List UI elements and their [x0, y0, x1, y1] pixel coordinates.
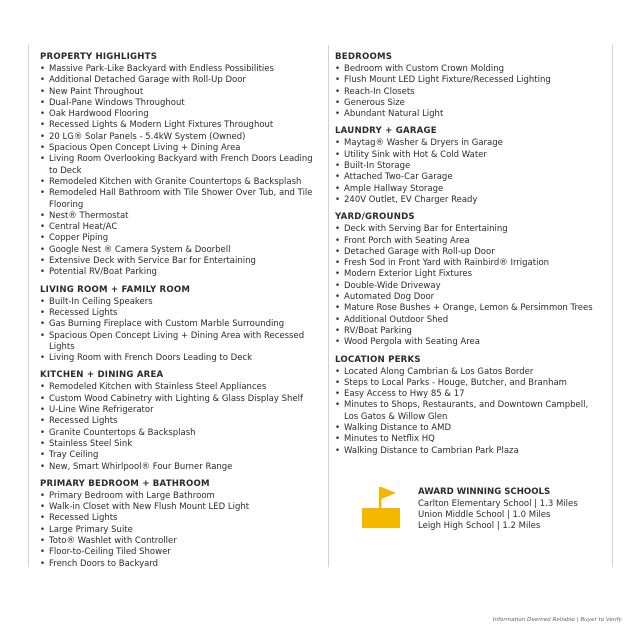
- section-title: PRIMARY BEDROOM + BATHROOM: [40, 478, 210, 489]
- disclaimer-note: Information Deemed Reliable | Buyer to Verify: [492, 617, 622, 623]
- list-item: • RV/Boat Parking: [335, 326, 605, 337]
- list-item: • Copper Piping: [40, 233, 322, 244]
- list-item: • Wood Pergola with Seating Area: [335, 337, 605, 348]
- feature-list: [335, 138, 605, 206]
- list-item: • Located Along Cambrian & Los Gatos Border: [335, 367, 605, 378]
- school-line: Carlton Elementary School | 1.3 Miles: [418, 499, 578, 509]
- list-item: • Nest® Thermostat: [40, 211, 322, 222]
- list-item: • Oak Hardwood Flooring: [40, 109, 322, 120]
- list-item: • Minutes to Netflix HQ: [335, 434, 605, 445]
- right-border-line: [612, 45, 613, 567]
- list-item: • Automated Dog Door: [335, 292, 605, 303]
- section-title: YARD/GROUNDS: [335, 212, 415, 223]
- section-title: PROPERTY HIGHLIGHTS: [40, 52, 158, 62]
- list-item: • 240V Outlet, EV Charger Ready: [335, 195, 605, 206]
- right-column: [335, 48, 605, 463]
- feature-list: [40, 64, 322, 279]
- list-item: • Modern Exterior Light Fixtures: [335, 269, 605, 280]
- list-item: • Utility Sink with Hot & Cold Water: [335, 150, 605, 161]
- section-title: LIVING ROOM + FAMILY ROOM: [40, 284, 191, 295]
- list-item: • Fresh Sod in Front Yard with Rainbird® Irrigation: [335, 258, 605, 269]
- list-item: • Bedroom with Custom Crown Molding: [335, 64, 605, 75]
- list-item: • Dual-Pane Windows Throughout: [40, 98, 322, 109]
- list-item: • Spacious Open Concept Living + Dining Area: [40, 143, 322, 154]
- feature-list: [40, 491, 322, 570]
- feature-list: [335, 64, 605, 120]
- list-item: • Attached Two-Car Garage: [335, 172, 605, 183]
- section: [40, 285, 322, 365]
- list-item: • Detached Garage with Roll-up Door: [335, 247, 605, 258]
- list-item: • Massive Park-Like Backyard with Endless Possibilities: [40, 64, 322, 75]
- list-item: • Google Nest ® Camera System & Doorbell: [40, 245, 322, 256]
- list-item: • Floor-to-Ceiling Tiled Shower: [40, 547, 322, 558]
- list-item: • Built-In Storage: [335, 161, 605, 172]
- left-column: [40, 48, 322, 576]
- list-item: • Walking Distance to Cambrian Park Plaza: [335, 446, 605, 457]
- list-item: • 20 LG® Solar Panels - 5.4kW System (Owned): [40, 132, 322, 143]
- list-item: • Toto® Washlet with Controller: [40, 536, 322, 547]
- list-item: • Granite Countertops & Backsplash: [40, 428, 322, 439]
- list-item: • Living Room with French Doors Leading to Deck: [40, 353, 322, 364]
- school-line: Leigh High School | 1.2 Miles: [418, 521, 541, 531]
- list-item: • Recessed Lights: [40, 416, 322, 427]
- list-item: • Mature Rose Bushes + Orange, Lemon & Persimmon Trees: [335, 303, 605, 314]
- section: [335, 212, 605, 348]
- list-item: • Deck with Serving Bar for Entertaining: [335, 224, 605, 235]
- list-item: • Abundant Natural Light: [335, 109, 605, 120]
- section-title: KITCHEN + DINING AREA: [40, 370, 164, 381]
- list-item: • Stainless Steel Sink: [40, 439, 322, 450]
- list-item: • Steps to Local Parks - Houge, Butcher, and Branham: [335, 378, 605, 389]
- section: [40, 479, 322, 570]
- section: [40, 52, 322, 279]
- list-item: • Front Porch with Seating Area: [335, 236, 605, 247]
- list-item: • Easy Access to Hwy 85 & 17: [335, 389, 605, 400]
- list-item: • Living Room Overlooking Backyard with French Doors Leading to Deck: [40, 154, 322, 177]
- list-item: • Walking Distance to AMD: [335, 423, 605, 434]
- list-item: • New Paint Throughout: [40, 87, 322, 98]
- list-item: • Maytag® Washer & Dryers in Garage: [335, 138, 605, 149]
- list-item: • Custom Wood Cabinetry with Lighting & Glass Display Shelf: [40, 394, 322, 405]
- list-item: • Additional Outdoor Shed: [335, 315, 605, 326]
- section-title: BEDROOMS: [335, 52, 393, 62]
- feature-list: [335, 224, 605, 348]
- flag-icon: [360, 484, 402, 528]
- list-item: • Spacious Open Concept Living + Dining Area with Recessed Lights: [40, 331, 322, 354]
- list-item: • Generous Size: [335, 98, 605, 109]
- feature-list: [335, 367, 605, 457]
- list-item: • Additional Detached Garage with Roll-Up Door: [40, 75, 322, 86]
- list-item: • Primary Bedroom with Large Bathroom: [40, 491, 322, 502]
- section: [40, 370, 322, 472]
- list-item: • Walk-in Closet with New Flush Mount LED Light: [40, 502, 322, 513]
- list-item: • Remodeled Kitchen with Stainless Steel Appliances: [40, 382, 322, 393]
- section: [335, 52, 605, 120]
- list-item: • Potential RV/Boat Parking: [40, 267, 322, 278]
- feature-list: [40, 382, 322, 472]
- list-item: • Gas Burning Fireplace with Custom Marble Surrounding: [40, 319, 322, 330]
- list-item: • Reach-In Closets: [335, 87, 605, 98]
- list-item: • Recessed Lights: [40, 308, 322, 319]
- award-winning-schools: [360, 484, 610, 544]
- list-item: • Flush Mount LED Light Fixture/Recessed Lighting: [335, 75, 605, 86]
- school-line: Union Middle School | 1.0 Miles: [418, 510, 551, 520]
- list-item: • Large Primary Suite: [40, 525, 322, 536]
- list-item: • Minutes to Shops, Restaurants, and Downtown Campbell, Los Gatos & Willow Glen: [335, 400, 605, 423]
- list-item: • U-Line Wine Refrigerator: [40, 405, 322, 416]
- list-item: • Central Heat/AC: [40, 222, 322, 233]
- list-item: • Ample Hallway Storage: [335, 184, 605, 195]
- list-item: • Recessed Lights & Modern Light Fixtures Throughout: [40, 120, 322, 131]
- section-title: LOCATION PERKS: [335, 354, 421, 365]
- feature-list: [40, 297, 322, 365]
- list-item: • Remodeled Kitchen with Granite Countertops & Backsplash: [40, 177, 322, 188]
- list-item: • Built-In Ceiling Speakers: [40, 297, 322, 308]
- awards-title: AWARD WINNING SCHOOLS: [418, 487, 551, 497]
- column-divider: [328, 45, 329, 567]
- section: [335, 355, 605, 457]
- list-item: • Recessed Lights: [40, 513, 322, 524]
- list-item: • Double-Wide Driveway: [335, 281, 605, 292]
- list-item: • Remodeled Hall Bathroom with Tile Shower Over Tub, and Tile Flooring: [40, 188, 322, 211]
- list-item: • Tray Ceiling: [40, 450, 322, 461]
- section: [335, 126, 605, 206]
- list-item: • French Doors to Backyard: [40, 559, 322, 570]
- list-item: • New, Smart Whirlpool® Four Burner Range: [40, 462, 322, 473]
- section-title: LAUNDRY + GARAGE: [335, 126, 437, 137]
- left-border-line: [28, 45, 29, 567]
- list-item: • Extensive Deck with Service Bar for Entertaining: [40, 256, 322, 267]
